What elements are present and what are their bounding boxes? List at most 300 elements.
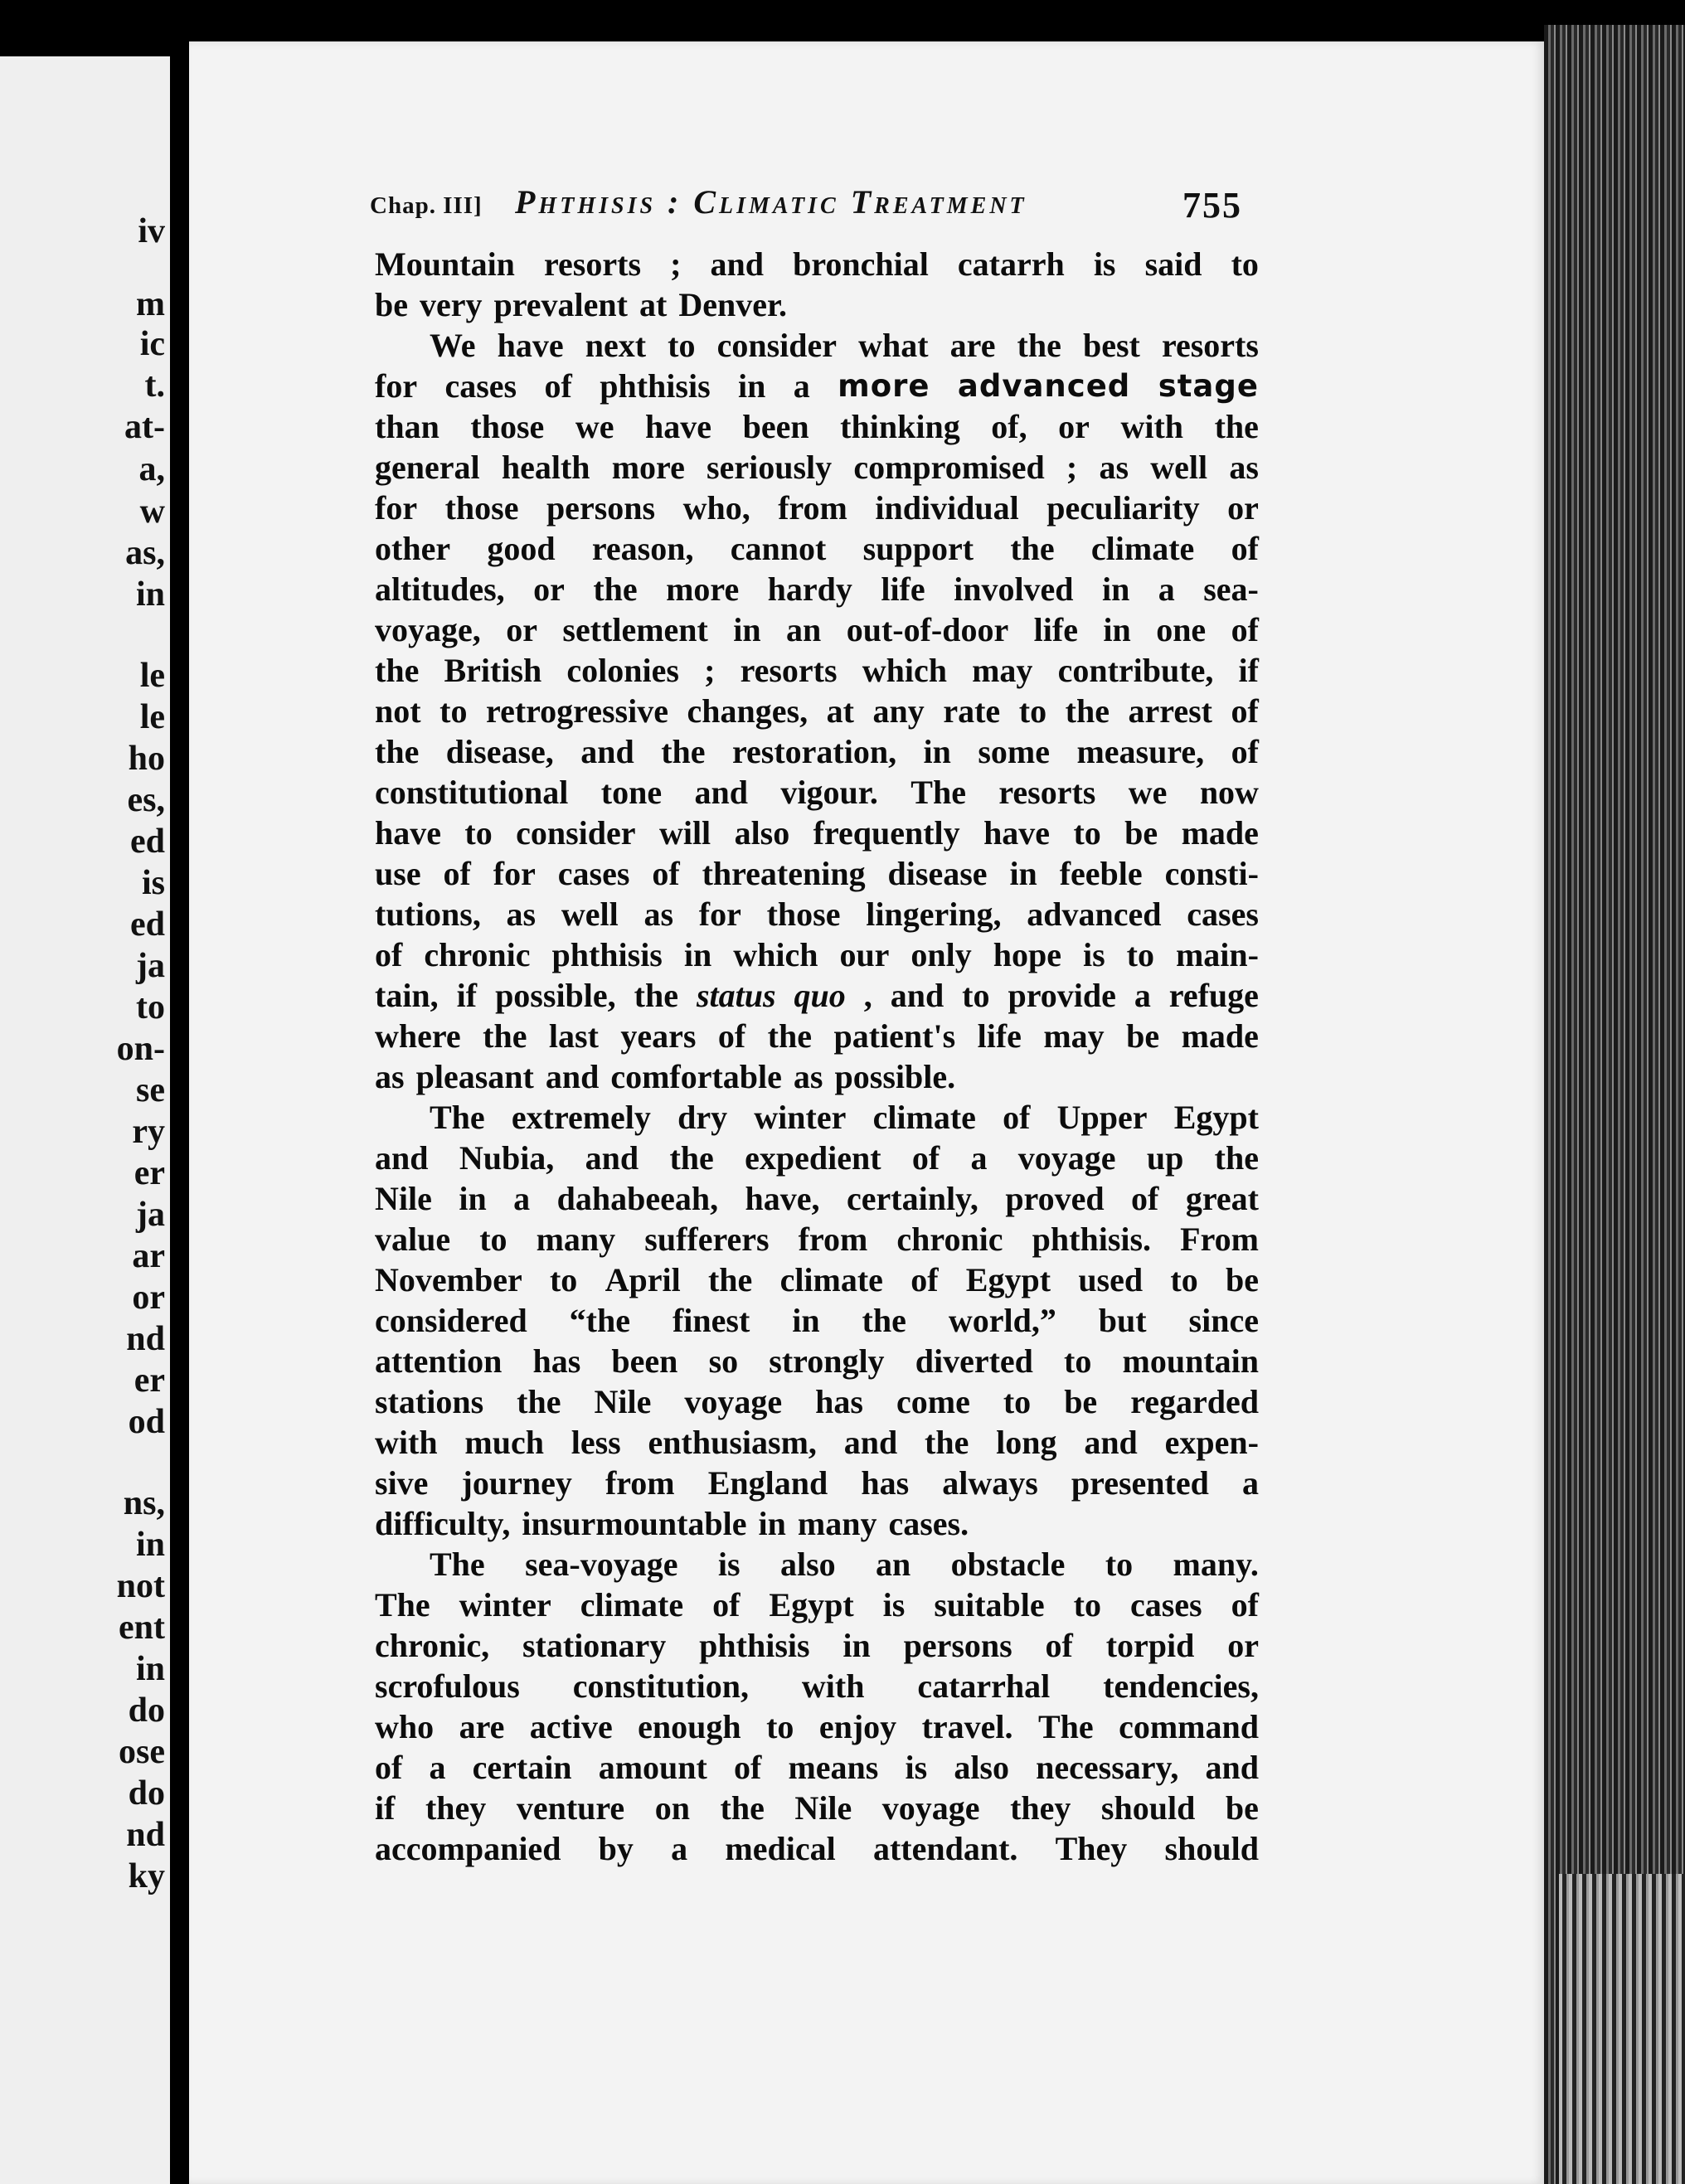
word: cannot [730, 530, 827, 567]
word: attendant. [872, 1830, 1018, 1867]
word: Mountain [375, 245, 515, 283]
word: from [605, 1464, 675, 1502]
word: voyage [881, 1789, 980, 1827]
word: also [779, 1546, 836, 1583]
word: and [545, 1058, 600, 1095]
facing-page-fragment: nd [126, 1816, 165, 1854]
word: have [497, 327, 564, 364]
word: tendencies, [1103, 1667, 1259, 1705]
word: the [669, 1139, 714, 1177]
word: accompanied [375, 1830, 561, 1867]
word: for [375, 367, 418, 405]
word: scrofulous [375, 1667, 520, 1705]
word: be [375, 286, 408, 323]
word: diverted [915, 1342, 1033, 1380]
word: some [978, 733, 1050, 770]
word: made [1181, 814, 1259, 852]
facing-page-fragment: ed [130, 823, 165, 861]
word: tutions, [375, 895, 481, 933]
word: of [1231, 733, 1259, 770]
word: general [375, 449, 480, 486]
word: a [671, 1830, 688, 1867]
page-edges-lower [1559, 1874, 1685, 2184]
word: measure, [1076, 733, 1205, 770]
word: main- [1175, 936, 1259, 973]
word: We [430, 327, 476, 364]
word: where [375, 1017, 461, 1055]
word: also [734, 814, 790, 852]
word: advanced [1027, 895, 1162, 933]
word: are [949, 327, 996, 364]
word: constitutional [375, 774, 569, 811]
word: a [513, 1180, 531, 1217]
facing-page-fragment: in [135, 1650, 165, 1688]
word: very [420, 286, 483, 323]
word: rate [943, 692, 1001, 730]
word: cases [1187, 895, 1259, 933]
word: stationary [522, 1627, 667, 1664]
word: phthisis [699, 1627, 810, 1664]
word: resorts [998, 774, 1096, 811]
word: of [544, 367, 572, 405]
word: status [696, 977, 776, 1014]
word: or [1227, 1627, 1259, 1664]
word: and [694, 774, 748, 811]
word: than [375, 408, 439, 445]
word: those [766, 895, 841, 933]
word: settlement [562, 611, 708, 648]
word: as [375, 1058, 405, 1095]
word: to [1170, 1261, 1198, 1298]
word: is [1093, 245, 1116, 283]
word: to [962, 977, 990, 1014]
word: presented [1071, 1464, 1209, 1502]
text-line [375, 447, 1259, 488]
word: to [1073, 814, 1101, 852]
word: well [1150, 449, 1208, 486]
word: if [375, 1789, 396, 1827]
word: restoration, [731, 733, 897, 770]
word: cases. [888, 1505, 969, 1542]
word: the [1214, 1139, 1259, 1177]
word: consti- [1164, 855, 1259, 892]
text-line [375, 1016, 1259, 1056]
word: be [1124, 814, 1158, 852]
word: the [661, 733, 706, 770]
word: the [593, 570, 638, 608]
word: constitution, [572, 1667, 749, 1705]
word: since [1188, 1302, 1259, 1339]
word: good [487, 530, 556, 567]
facing-page-fragment: ed [130, 905, 165, 944]
word: out-of-door [846, 611, 1009, 648]
word: arrest [1128, 692, 1212, 730]
word: years [620, 1017, 697, 1055]
word: retrogressive [486, 692, 668, 730]
word: value [375, 1221, 451, 1258]
facing-page-fragment: m [136, 285, 165, 323]
word: at [826, 692, 854, 730]
word: and [580, 733, 634, 770]
page-number: 755 [1182, 185, 1242, 226]
word: travel. [921, 1708, 1013, 1745]
word: if [456, 977, 478, 1014]
word: voyage [684, 1383, 783, 1420]
text-line [375, 650, 1259, 691]
facing-page-fragment: not [116, 1567, 165, 1605]
running-title: Phthisis : Climatic Treatment [515, 183, 1027, 221]
facing-page-fragment: at- [124, 408, 165, 446]
text-line [375, 894, 1259, 934]
word: have [375, 814, 441, 852]
word: resorts [544, 245, 642, 283]
word: have [645, 408, 712, 445]
word: world,” [948, 1302, 1056, 1339]
facing-page-fragment: in [135, 1526, 165, 1564]
word: as [643, 895, 674, 933]
word: climate [580, 1586, 684, 1623]
word: to [1018, 692, 1047, 730]
word: up [1146, 1139, 1184, 1177]
word: the [707, 1261, 753, 1298]
facing-page-fragment: es, [127, 781, 165, 819]
word: persons [903, 1627, 1012, 1664]
word: one [1156, 611, 1207, 648]
word: resorts [740, 652, 838, 689]
facing-page-fragment: do [128, 1774, 165, 1813]
word: stage [1158, 368, 1259, 404]
word: the [862, 1302, 906, 1339]
word: a [429, 1749, 446, 1786]
word: who, [682, 489, 750, 527]
word: not [375, 692, 421, 730]
word: they [425, 1789, 487, 1827]
text-line [375, 853, 1259, 894]
word: Egypt [769, 1586, 854, 1623]
facing-page-fragment: ja [136, 1196, 165, 1234]
text-line [375, 609, 1259, 650]
word: many [536, 1221, 616, 1258]
facing-page-fragment: ho [128, 740, 165, 778]
chapter-label: Chap. III] [370, 192, 483, 219]
word: enough [638, 1708, 741, 1745]
word: at [639, 286, 668, 323]
word: climate [779, 1261, 883, 1298]
word: pleasant [415, 1058, 534, 1095]
word: journey [461, 1464, 572, 1502]
word: of [910, 1261, 939, 1298]
facing-page-fragment: le [139, 698, 165, 736]
word: a [1134, 977, 1151, 1014]
word: They [1055, 1830, 1128, 1867]
word: of [717, 1017, 746, 1055]
word: which [733, 936, 818, 973]
word: of [375, 936, 403, 973]
word: to [549, 1261, 578, 1298]
text-line [375, 1097, 1259, 1138]
word: cases [1129, 1586, 1202, 1623]
word: of [652, 855, 680, 892]
facing-page-fragment: ic [139, 325, 165, 363]
word: with [801, 1667, 865, 1705]
word: ; [670, 245, 682, 283]
word: to [1231, 245, 1259, 283]
word: catarrhal [917, 1667, 1051, 1705]
word: if [1238, 652, 1259, 689]
word: to [668, 327, 696, 364]
word: for [698, 895, 741, 933]
word: feeble [1059, 855, 1143, 892]
text-line [375, 366, 1259, 406]
word: From [1180, 1221, 1259, 1258]
word: means [788, 1749, 879, 1786]
word: has [532, 1342, 581, 1380]
word: many. [1173, 1546, 1259, 1583]
word: , [863, 977, 872, 1014]
word: more [838, 368, 930, 404]
word: possible. [834, 1058, 956, 1095]
word: thinking [840, 408, 960, 445]
word: is [882, 1586, 906, 1623]
word: use [375, 855, 421, 892]
text-line [375, 934, 1259, 975]
facing-page-fragment: ose [119, 1733, 165, 1771]
page-edges [1544, 25, 1685, 2184]
word: lingering, [866, 895, 1002, 933]
word: best [1082, 327, 1140, 364]
word: or [1227, 489, 1259, 527]
word: as [793, 1058, 823, 1095]
word: life [1033, 611, 1078, 648]
facing-page-fragment: iv [138, 212, 165, 250]
word: for [375, 489, 418, 527]
word: catarrh [957, 245, 1065, 283]
text-line [375, 1828, 1259, 1869]
word: any [872, 692, 925, 730]
word: cases [444, 367, 517, 405]
word: be [1126, 1017, 1160, 1055]
word: the [634, 977, 678, 1014]
word: winter [754, 1099, 847, 1136]
word: and [1205, 1749, 1259, 1786]
word: proved [1005, 1180, 1105, 1217]
word: phthisis [600, 367, 711, 405]
word: difficulty, [375, 1505, 511, 1542]
word: enjoy [818, 1708, 897, 1745]
facing-page-fragment: or [132, 1279, 165, 1317]
word: consider [516, 814, 636, 852]
word: only [910, 936, 972, 973]
facing-page [0, 56, 170, 2184]
word: climate [1090, 530, 1195, 567]
text-line [375, 406, 1259, 447]
word: a [793, 367, 810, 405]
word: as [506, 895, 537, 933]
word: winter [459, 1586, 551, 1623]
word: seriously [707, 449, 833, 486]
text-line [375, 1585, 1259, 1625]
word: and [1084, 1424, 1138, 1461]
word: advanced [957, 368, 1131, 404]
word: last [548, 1017, 599, 1055]
word: be [1225, 1789, 1259, 1827]
word: many [797, 1505, 877, 1542]
word: by [598, 1830, 634, 1867]
word: Nile [375, 1180, 432, 1217]
word: of, [991, 408, 1027, 445]
facing-page-fragment: as, [125, 534, 165, 572]
word: prevalent [493, 286, 628, 323]
text-line [375, 975, 1259, 1016]
word: come [896, 1383, 970, 1420]
text-line [375, 1178, 1259, 1219]
word: a [1241, 1464, 1259, 1502]
word: sea-voyage [525, 1546, 678, 1583]
word: a [1158, 570, 1175, 608]
word: attention [375, 1342, 503, 1380]
text-line [375, 1056, 1259, 1097]
word: ; [1066, 449, 1078, 486]
text-line [375, 731, 1259, 772]
word: the [1065, 692, 1110, 730]
word: on [654, 1789, 690, 1827]
word: is [905, 1749, 928, 1786]
word: great [1185, 1180, 1259, 1217]
word: of [712, 1586, 741, 1623]
text-line [375, 1503, 1259, 1544]
facing-page-fragment: ry [132, 1113, 165, 1151]
word: expedient [745, 1139, 881, 1177]
word: and [843, 1424, 898, 1461]
word: the [1214, 408, 1259, 445]
word: next [585, 327, 647, 364]
text-line [375, 1138, 1259, 1178]
word: is [1083, 936, 1105, 973]
word: changes, [687, 692, 809, 730]
word: and [890, 977, 944, 1014]
word: individual [875, 489, 1019, 527]
word: Nile [594, 1383, 652, 1420]
word: life [977, 1017, 1022, 1055]
word: chronic [424, 936, 531, 973]
word: The [430, 1099, 485, 1136]
facing-page-fragment: a, [138, 450, 165, 488]
text-line [375, 528, 1259, 569]
word: been [742, 408, 809, 445]
word: we [1128, 774, 1168, 811]
word: they [1010, 1789, 1071, 1827]
word: sufferers [644, 1221, 770, 1258]
word: well [561, 895, 619, 933]
text-line [375, 1381, 1259, 1422]
word: climate [872, 1099, 976, 1136]
word: may [972, 652, 1033, 689]
word: extremely [511, 1099, 651, 1136]
text-line [375, 772, 1259, 813]
word: April [605, 1261, 681, 1298]
word: with [375, 1424, 438, 1461]
word: said [1144, 245, 1202, 283]
word: colonies [566, 652, 679, 689]
body-text [375, 244, 1259, 1869]
facing-page-fragment: od [128, 1403, 165, 1441]
facing-page-fragment: er [134, 1361, 165, 1400]
word: venture [516, 1789, 625, 1827]
text-line [375, 325, 1259, 366]
word: hardy [767, 570, 852, 608]
word: are [459, 1708, 505, 1745]
facing-page-fragment: w [139, 493, 165, 531]
word: in [1102, 570, 1130, 608]
facing-page-fragment: nd [126, 1320, 165, 1358]
word: sive [375, 1464, 429, 1502]
word: The [430, 1546, 485, 1583]
word: or [506, 611, 537, 648]
facing-page-fragment: er [134, 1154, 165, 1192]
word: to [1073, 1586, 1101, 1623]
word: the [375, 733, 420, 770]
word: persons [546, 489, 656, 527]
word: to [1003, 1383, 1032, 1420]
word: of [733, 1749, 762, 1786]
word: consider [716, 327, 838, 364]
word: resorts [1161, 327, 1259, 364]
word: but [1098, 1302, 1147, 1339]
word: involved [954, 570, 1074, 608]
word: command [1119, 1708, 1259, 1745]
word: reason, [591, 530, 694, 567]
facing-page-fragment: on- [116, 1030, 165, 1068]
word: to [766, 1708, 794, 1745]
word: bronchial [793, 245, 929, 283]
word: dahabeeah, [556, 1180, 719, 1217]
word: amount [598, 1749, 707, 1786]
word: may [1043, 1017, 1105, 1055]
word: an [786, 611, 822, 648]
word: Egypt [965, 1261, 1051, 1298]
text-line [375, 1706, 1259, 1747]
word: be [1225, 1261, 1259, 1298]
facing-page-fragment: ar [132, 1237, 165, 1275]
word: England [707, 1464, 828, 1502]
facing-page-fragment: se [136, 1071, 165, 1109]
word: more [666, 570, 740, 608]
word: dry [677, 1099, 728, 1136]
word: suitable [934, 1586, 1045, 1623]
text-line [375, 1341, 1259, 1381]
word: altitudes, [375, 570, 505, 608]
word: contribute, [1057, 652, 1214, 689]
word: of [1231, 530, 1259, 567]
word: The [1037, 1708, 1094, 1745]
text-line [375, 1625, 1259, 1666]
word: mountain [1122, 1342, 1259, 1380]
word: a [970, 1139, 988, 1177]
word: patient's [833, 1017, 956, 1055]
word: to [479, 1221, 507, 1258]
text-line [375, 244, 1259, 284]
word: torpid [1105, 1627, 1195, 1664]
word: in [683, 936, 712, 973]
word: what [858, 327, 929, 364]
word: to [1064, 1342, 1092, 1380]
word: less [571, 1424, 621, 1461]
word: in [733, 611, 761, 648]
word: disease, [445, 733, 554, 770]
facing-page-fragment: ns, [123, 1484, 165, 1522]
word: voyage [1017, 1139, 1116, 1177]
text-line [375, 1300, 1259, 1341]
